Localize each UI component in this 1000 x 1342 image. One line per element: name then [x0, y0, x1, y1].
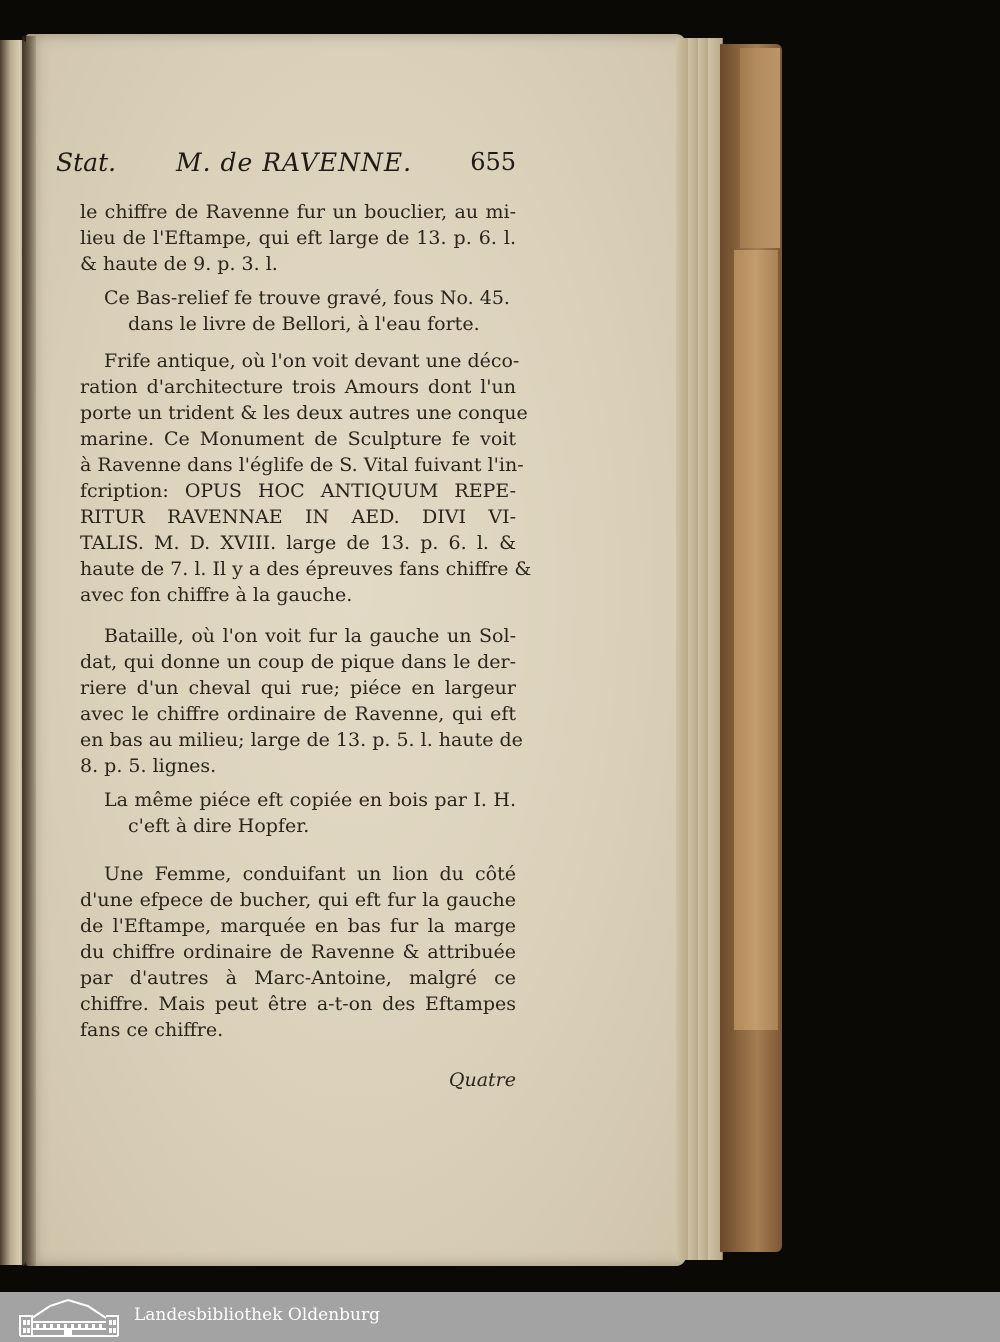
library-name: Landesbibliothek Oldenburg — [134, 1305, 381, 1325]
running-head — [56, 148, 516, 188]
catchword: Quatre — [448, 1069, 516, 1091]
text-line: dans le livre de Bellori, à l'eau forte. — [128, 313, 480, 335]
text-line: c'eft à dire Hopfer. — [128, 815, 310, 837]
text-line: avec le chiffre ordinaire de Ravenne, qui eft — [80, 703, 516, 725]
text-line: par d'autres à Marc-Antoine, malgré ce — [80, 967, 516, 989]
text-line: RITUR RAVENNAE IN AED. DIVI VI- — [80, 506, 516, 528]
paragraph-4 — [80, 623, 523, 779]
text-line: Frife antique, où l'on voit devant une déco- — [104, 350, 520, 372]
text-line: fans ce chiffre. — [80, 1019, 224, 1041]
paragraph-5 — [104, 787, 516, 839]
text-line: ration d'architecture trois Amours dont l'un — [80, 376, 516, 398]
paragraph-6 — [80, 861, 516, 1043]
cover-wear — [740, 48, 780, 248]
text-line: La même piéce eft copiée en bois par I. H. — [104, 789, 516, 811]
text-line: chiffre. Mais peut être a-t-on des Eftampes — [80, 993, 516, 1015]
library-building-icon — [18, 1296, 122, 1338]
text-line: de l'Eftampe, marquée en bas fur la marge — [80, 915, 516, 937]
paragraph-3 — [80, 348, 532, 608]
text-line: avec fon chiffre à la gauche. — [80, 584, 353, 606]
text-line: & haute de 9. p. 3. l. — [80, 253, 278, 275]
text-line: TALIS. M. D. XVIII. large de 13. p. 6. l. & — [80, 532, 516, 554]
text-line: du chiffre ordinaire de Ravenne & attribuée — [80, 941, 516, 963]
text-line: riere d'un cheval qui rue; piéce en largeur — [80, 677, 516, 699]
paragraph-2 — [104, 285, 516, 337]
text-line: fcription: OPUS HOC ANTIQUUM REPE- — [80, 480, 516, 502]
spine-shadow — [22, 36, 36, 1266]
running-head-left: Stat. — [56, 148, 117, 177]
paragraph-1 — [80, 199, 516, 277]
text-line: Une Femme, conduifant un lion du côté — [104, 863, 516, 885]
text-line: lieu de l'Eftampe, qui eft large de 13. p. 6. l. — [80, 227, 516, 249]
text-line: le chiffre de Ravenne fur un bouclier, au mi- — [80, 201, 516, 223]
text-line: porte un trident & les deux autres une conque — [80, 402, 528, 424]
cover-label — [734, 250, 778, 1030]
text-line: à Ravenne dans l'églife de S. Vital fuivant l'in- — [80, 454, 524, 476]
text-line: dat, qui donne un coup de pique dans le der- — [80, 651, 516, 673]
text-line: Bataille, où l'on voit fur la gauche un Sol- — [104, 625, 516, 647]
text-line: 8. p. 5. lignes. — [80, 755, 217, 777]
page-number: 655 — [470, 148, 516, 176]
text-line: haute de 7. l. Il y a des épreuves fans chiffre & — [80, 558, 532, 580]
text-line: en bas au milieu; large de 13. p. 5. l. haute de — [80, 729, 523, 751]
text-line: marine. Ce Monument de Sculpture fe voit — [80, 428, 516, 450]
text-line: Ce Bas-relief fe trouve gravé, fous No. 45. — [104, 287, 510, 309]
running-head-title: M. de RAVENNE. — [176, 148, 413, 177]
text-line: d'une efpece de bucher, qui eft fur la gauche — [80, 889, 516, 911]
